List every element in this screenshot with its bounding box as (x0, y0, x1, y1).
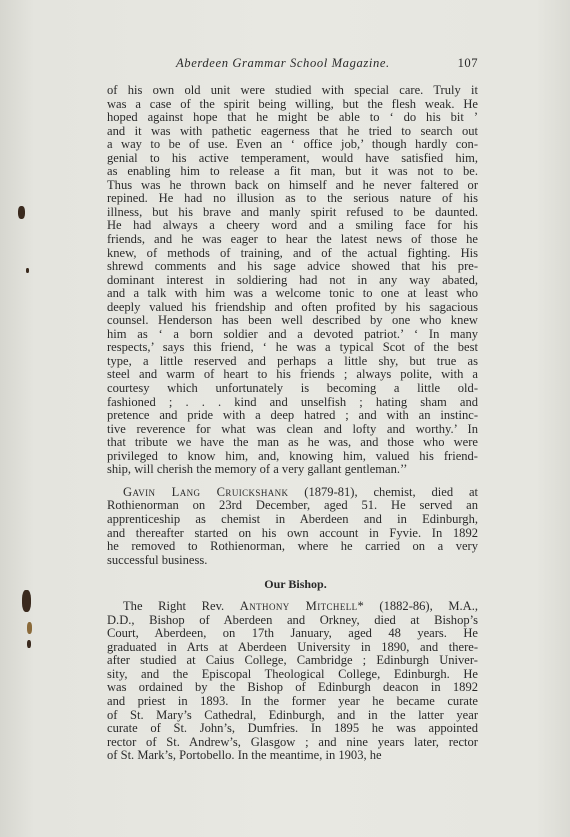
text-line: The Right Rev. Anthony Mitchell* (1882-86), M.A., (123, 599, 478, 614)
binding-hole-mark (22, 590, 31, 612)
text-line: repined. He had no illusion as to the serious nature of his (107, 191, 478, 206)
text-line: Court, Aberdeen, on 17th January, aged 48 years. He (107, 626, 478, 641)
text-line: sity, and the Episcopal Theological College, Edinburgh. He (107, 666, 478, 681)
text-line: of his own old unit were studied with special care. Truly it (107, 83, 478, 97)
section-heading: Our Bishop. (264, 577, 327, 592)
text-line: hoped against hope that he might be able to ‘ do his bit ’ (107, 110, 478, 125)
text-line: of St. Mark’s, Portobello. In the meantime, in 1903, he (107, 748, 382, 763)
obituary-mitchell-paragraph (107, 600, 478, 763)
text-line: Gavin Lang Cruickshank (1879-81), chemist, died at (123, 484, 478, 499)
text-line: tive reverence for what was clean and lofty and worthy.’ In (107, 421, 478, 436)
text-line: rector of St. Andrew’s, Glasgow ; and nine years later, rector (107, 734, 478, 749)
text-line: and priest in 1893. In the former year he became curate (107, 693, 478, 708)
text-line: he removed to Rothienorman, where he carried on a very (107, 539, 478, 554)
person-name: Anthony Mitchell (239, 599, 358, 614)
person-name: Gavin Lang Cruickshank (123, 484, 289, 499)
text-line: illness, but his brave and manly spirit refused to be daunted. (107, 204, 478, 219)
obituary-cruickshank-paragraph (107, 486, 478, 567)
article-body (107, 84, 478, 763)
text-line: and a talk with him was a welcome tonic to one at least who (107, 286, 478, 301)
text-line: that tribute we have the man as he was, and those who were (107, 435, 478, 450)
text-line: graduated in Arts at Aberdeen University in 1890, and there- (107, 639, 478, 654)
text-line: deeply valued his friendship and often profited by his sagacious (107, 299, 478, 314)
text-line: him as ‘ a born soldier and a devoted patriot.’ ‘ In many (107, 326, 478, 341)
text-line: successful business. (107, 552, 208, 567)
text-line: ship, will cherish the memory of a very gallant gentleman.’’ (107, 462, 408, 477)
text-line: was ordained by the Bishop of Edinburgh deacon in 1892 (107, 680, 478, 695)
binding-hole-mark (27, 622, 32, 634)
text-line: after studied at Caius College, Cambridge ; Edinburgh Univer- (107, 653, 478, 668)
text-line: and it was with pathetic eagerness that he tried to search out (107, 123, 478, 138)
text-line: Thus was he thrown back on himself and he never faltered or (107, 177, 478, 192)
text-line: knew, of methods of training, and of the actual fighting. His (107, 245, 478, 260)
text-line: shrewd comments and his sage advice showed that his pre- (107, 259, 478, 274)
text-line: of St. Mary’s Cathedral, Edinburgh, and in the latter year (107, 707, 478, 722)
text-line: type, a little reserved and perhaps a little shy, but true as (107, 353, 478, 368)
text-line: D.D., Bishop of Aberdeen and Orkney, died at Bishop’s (107, 612, 478, 627)
text-line: courtesy which unfortunately is becoming a little old- (107, 381, 478, 396)
text-line: and thereafter started on his own account in Fyvie. In 1892 (107, 525, 478, 540)
text-line: Rothienorman on 23rd December, aged 51. He served an (107, 498, 478, 513)
text-line: privileged to know him, and, knowing him, valued his friend- (107, 448, 478, 463)
text-line: was a case of the spirit being willing, but the flesh weak. He (107, 96, 478, 111)
binding-hole-mark (18, 206, 25, 219)
text-line: pretence and pride with a deep hatred ; and with an instinc- (107, 408, 478, 423)
text-line: respects,’ says this friend, ‘ he was a typical Scot of the best (107, 340, 478, 355)
text-line: friends, and he was eager to hear the latest news of those he (107, 232, 478, 247)
text-line: curate of St. John’s, Dumfries. In 1895 he was appointed (107, 721, 478, 736)
text-line: as enabling him to release a fit man, but it was not to be. (107, 164, 478, 179)
text-line: apprenticeship as chemist in Aberdeen and in Edinburgh, (107, 511, 478, 526)
text-line: a way to be of use. Even an ‘ office job,’ though hardly con- (107, 137, 478, 152)
binding-hole-mark (27, 640, 31, 648)
text-line: genial to his active temperament, would have satisfied him, (107, 150, 478, 165)
text-line: dominant interest in soldiering had not in any way abated, (107, 272, 478, 287)
text-line: steel and warm of heart to his friends ; always polite, with a (107, 367, 478, 382)
magazine-title: Aberdeen Grammar School Magazine. (176, 56, 390, 70)
text-line: counsel. Henderson has been well described by one who knew (107, 313, 478, 328)
obituary-henderson-paragraph (107, 84, 478, 477)
binding-hole-mark (26, 268, 29, 273)
running-header (108, 56, 478, 74)
page-number: 107 (457, 56, 478, 70)
text-line: He had always a cheery word and a smiling face for his (107, 218, 478, 233)
text-line: fashioned ; . . . kind and unselfish ; hating sham and (107, 394, 478, 409)
